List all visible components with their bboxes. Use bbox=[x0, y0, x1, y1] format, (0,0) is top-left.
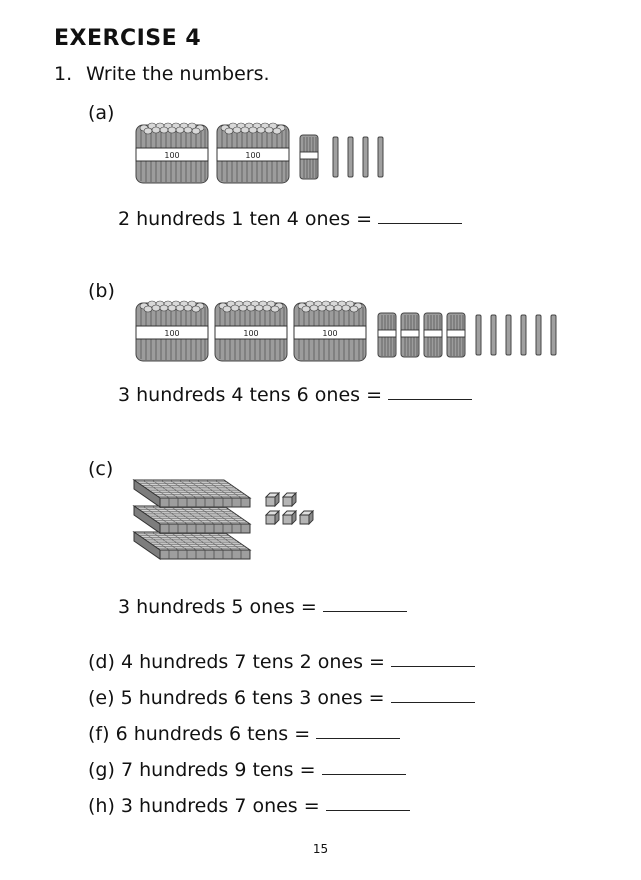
question-number: 1. bbox=[54, 63, 73, 85]
part-c-equation bbox=[118, 596, 407, 618]
answer-blank[interactable] bbox=[388, 398, 472, 400]
hundred-bundle-icon bbox=[136, 123, 208, 183]
equation-text: 5 hundreds 6 tens 3 ones = bbox=[120, 687, 385, 709]
hundred-flat-icon bbox=[134, 506, 250, 533]
part-a-label: (a) bbox=[88, 102, 115, 124]
part-label: (g) bbox=[88, 759, 115, 781]
one-stick-icon bbox=[551, 315, 556, 355]
one-stick-icon bbox=[521, 315, 526, 355]
part-c-illustration bbox=[130, 470, 320, 570]
part-d bbox=[88, 651, 475, 673]
equation-text: 3 hundreds 7 ones = bbox=[120, 795, 320, 817]
one-cube-icon bbox=[266, 511, 279, 524]
one-stick-icon bbox=[491, 315, 496, 355]
hundred-flat-icon bbox=[134, 532, 250, 559]
one-stick-icon bbox=[378, 137, 383, 177]
one-cube-icon bbox=[283, 511, 296, 524]
one-stick-icon bbox=[506, 315, 511, 355]
hundred-flat-icon bbox=[134, 480, 250, 507]
equation-text: 4 hundreds 7 tens 2 ones = bbox=[120, 651, 385, 673]
answer-blank[interactable] bbox=[326, 809, 410, 811]
answer-blank[interactable] bbox=[391, 701, 475, 703]
hundred-bundle-icon bbox=[215, 301, 287, 361]
answer-blank[interactable] bbox=[391, 665, 475, 667]
part-e bbox=[88, 687, 475, 709]
hundred-bundle-icon bbox=[136, 301, 208, 361]
question-text: Write the numbers. bbox=[86, 63, 270, 85]
equation-text: 7 hundreds 9 tens = bbox=[120, 759, 316, 781]
equation-text: 6 hundreds 6 tens = bbox=[115, 723, 311, 745]
ten-bundle-icon bbox=[401, 313, 419, 357]
answer-blank[interactable] bbox=[323, 610, 407, 612]
question-1 bbox=[54, 63, 270, 85]
exercise-title: EXERCISE 4 bbox=[54, 26, 202, 51]
one-stick-icon bbox=[363, 137, 368, 177]
part-h bbox=[88, 795, 410, 817]
answer-blank[interactable] bbox=[316, 737, 400, 739]
part-label: (f) bbox=[88, 723, 110, 745]
one-cube-icon bbox=[266, 493, 279, 506]
part-label: (h) bbox=[88, 795, 115, 817]
ten-bundle-icon bbox=[300, 135, 318, 179]
ten-bundle-icon bbox=[378, 313, 396, 357]
hundred-bundle-icon bbox=[294, 301, 366, 361]
part-label: (e) bbox=[88, 687, 115, 709]
answer-blank[interactable] bbox=[378, 222, 462, 224]
one-cube-icon bbox=[283, 493, 296, 506]
one-cube-icon bbox=[300, 511, 313, 524]
part-b-illustration bbox=[130, 293, 570, 365]
one-stick-icon bbox=[333, 137, 338, 177]
one-stick-icon bbox=[476, 315, 481, 355]
part-b-label: (b) bbox=[88, 280, 115, 302]
answer-blank[interactable] bbox=[322, 773, 406, 775]
part-c-label: (c) bbox=[88, 458, 114, 480]
ten-bundle-icon bbox=[447, 313, 465, 357]
equation-text: 2 hundreds 1 ten 4 ones = bbox=[118, 208, 373, 230]
part-a-equation bbox=[118, 208, 462, 230]
part-label: (d) bbox=[88, 651, 115, 673]
ten-bundle-icon bbox=[424, 313, 442, 357]
part-a-illustration bbox=[130, 115, 400, 190]
part-b-equation bbox=[118, 384, 472, 406]
equation-text: 3 hundreds 5 ones = bbox=[118, 596, 317, 618]
one-stick-icon bbox=[536, 315, 541, 355]
part-f bbox=[88, 723, 400, 745]
one-stick-icon bbox=[348, 137, 353, 177]
part-g bbox=[88, 759, 406, 781]
equation-text: 3 hundreds 4 tens 6 ones = bbox=[118, 384, 382, 406]
page-number: 15 bbox=[312, 842, 329, 856]
hundred-bundle-icon bbox=[217, 123, 289, 183]
